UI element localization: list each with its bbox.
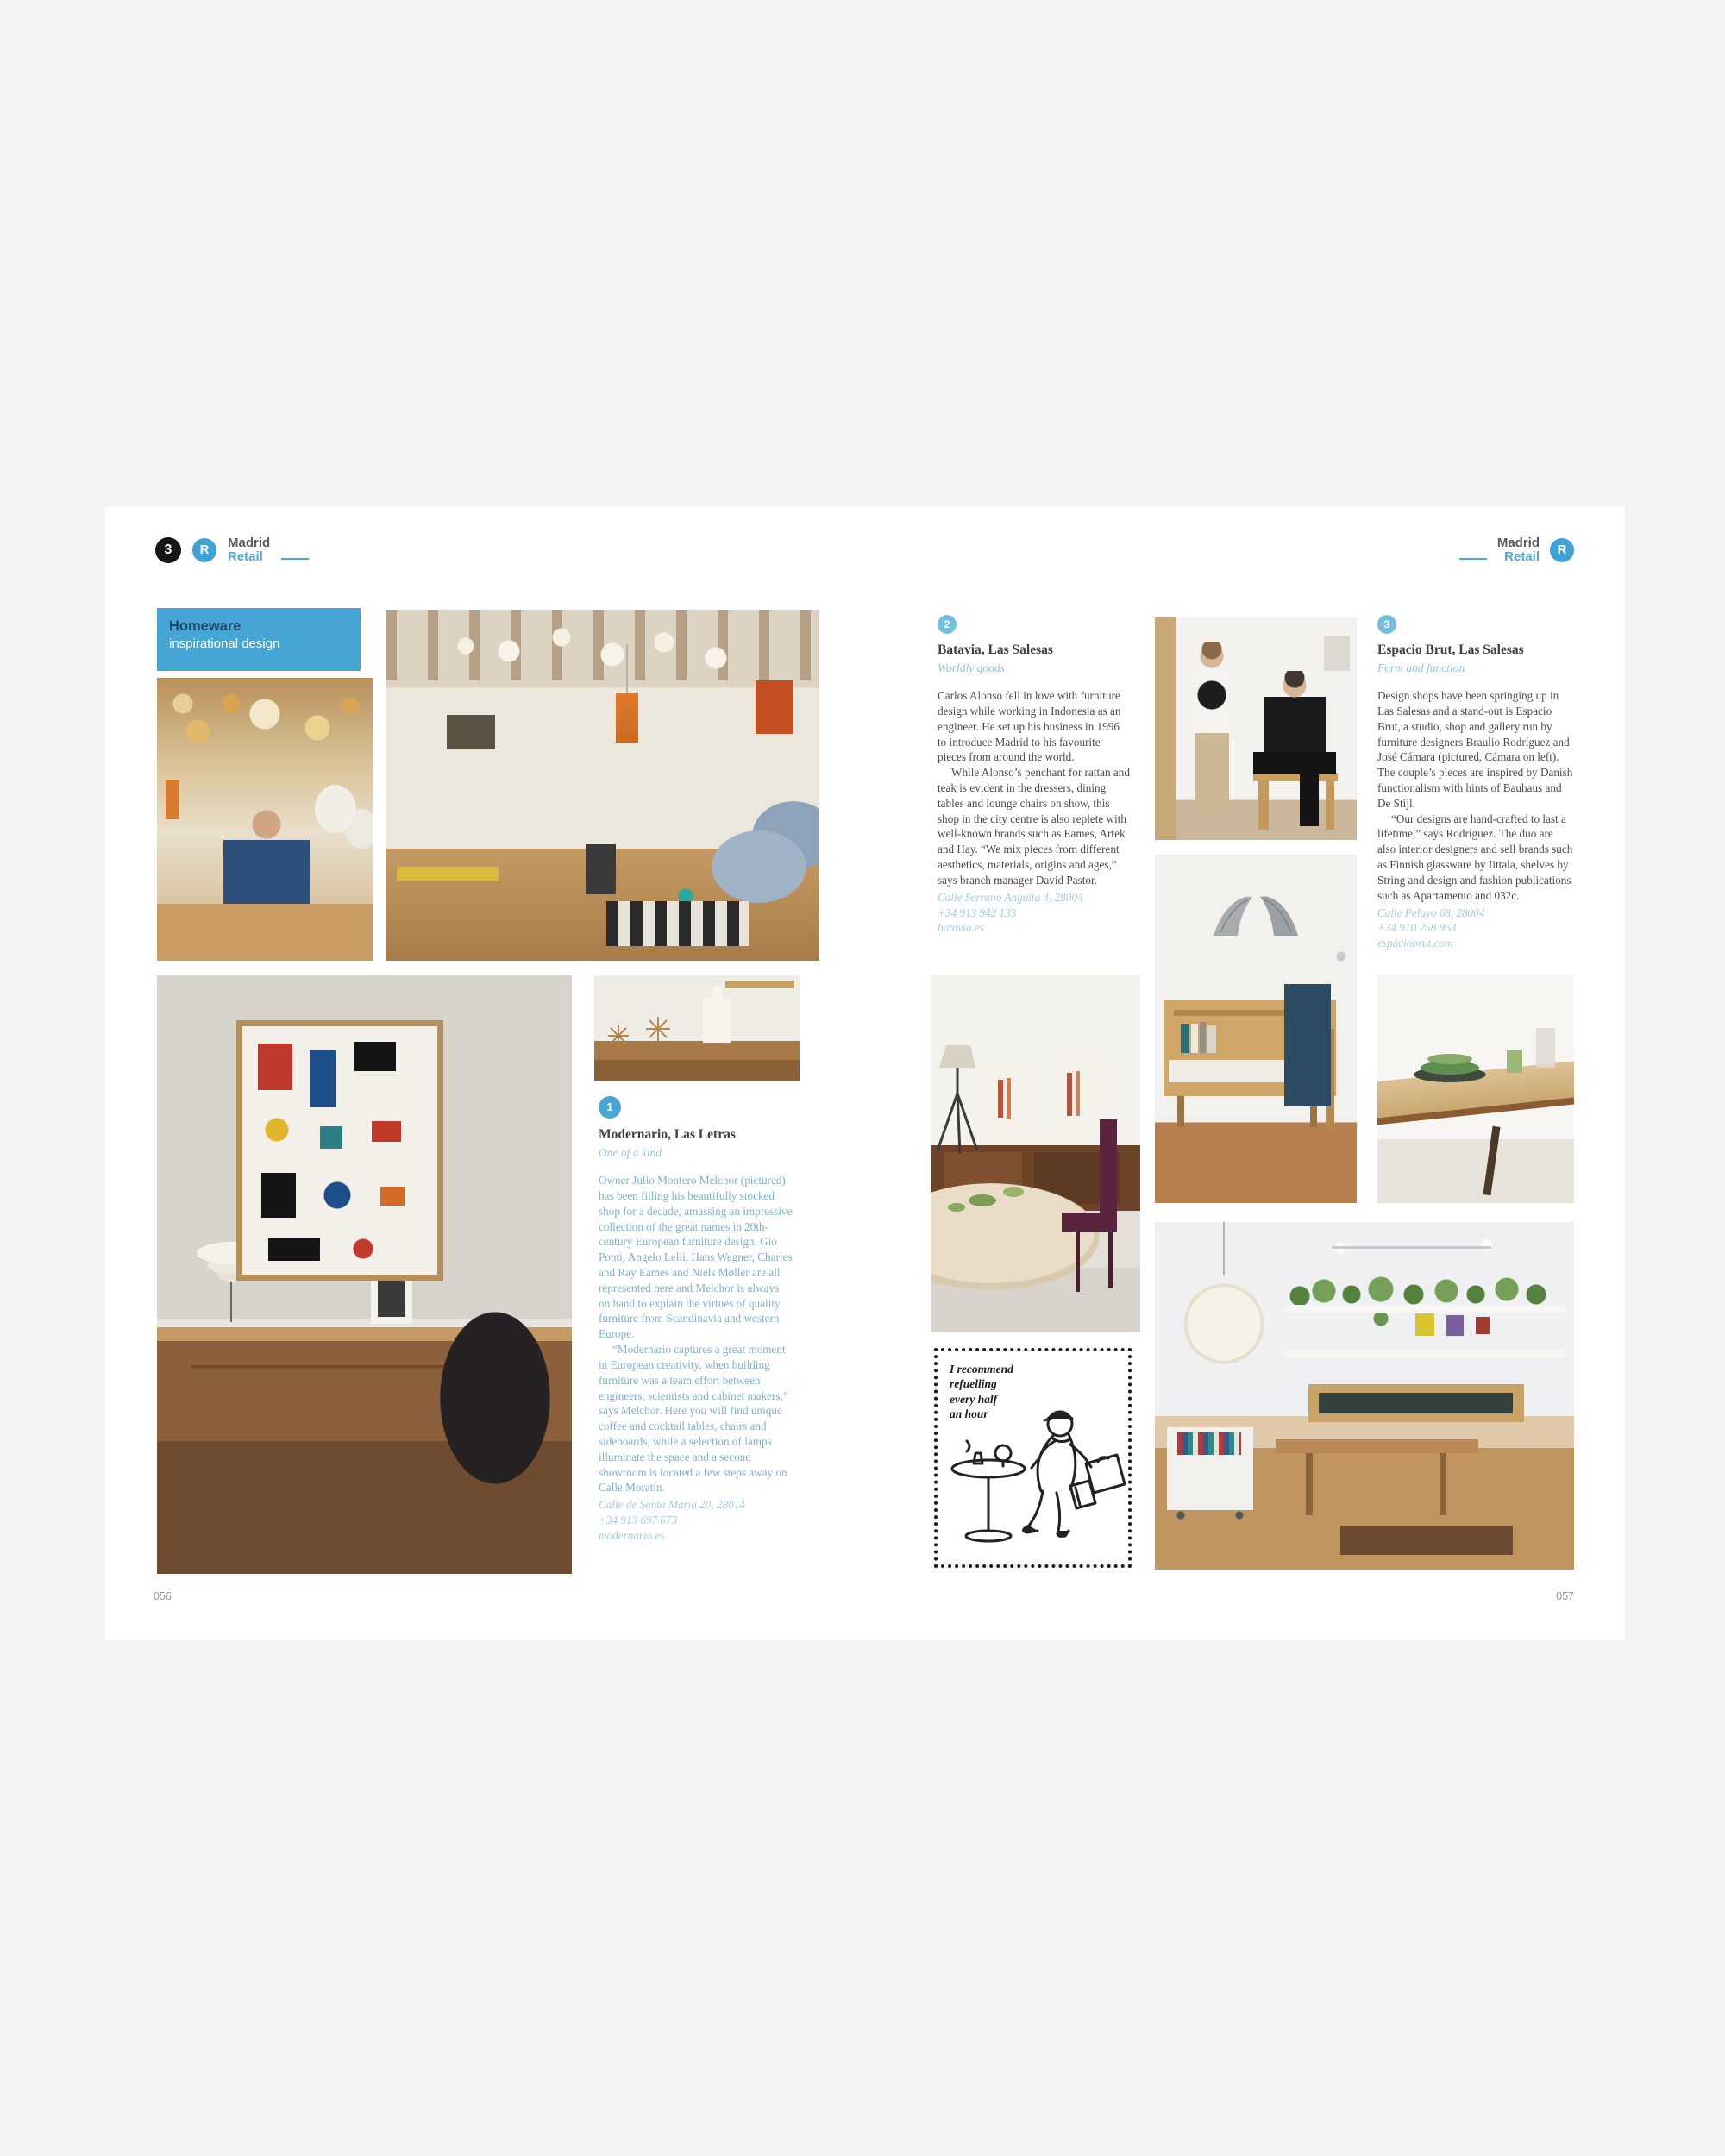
- header-rule: [1459, 558, 1487, 560]
- photo-showroom-interior: [1155, 1222, 1574, 1570]
- paragraph: While Alonso’s penchant for rattan and teak is evident in the dressers, dining tables and lounge chairs on show, this shop in the city centre is also replete with well-known brands such as Eames, Artek and Hay. “We mix pieces from different aesthetics, materials, origins and ages,” says branch manager David Pastor.: [938, 766, 1130, 887]
- section-number-icon: 3: [155, 537, 181, 563]
- designer-seated: [1245, 671, 1345, 831]
- paragraph: “Modernario captures a great moment in European creativity, when building furniture was a team effort between engineers, scientists and cabinet makers,” says Melchor. Here you will find unique coffee and cocktail tables, chairs and sideboards, while a selection of lamps illuminate the space and a second showroom is located a few steps away on Calle Moratín.: [599, 1343, 788, 1495]
- retail-badge-icon: R: [1550, 538, 1574, 562]
- cafe-patron-cartoon-icon: [941, 1384, 1126, 1561]
- article-title: Batavia, Las Salesas: [938, 642, 1053, 657]
- left-page-number: 056: [154, 1590, 172, 1602]
- tripod-lamp-icon: [931, 1044, 993, 1157]
- article-title: Modernario, Las Letras: [599, 1127, 736, 1142]
- category-box: [157, 608, 361, 671]
- starburst-ornament-icon: [601, 1010, 684, 1055]
- article-number-badge: 2: [938, 615, 957, 634]
- category-subtitle: inspirational design: [169, 636, 280, 651]
- article-number-badge: 1: [599, 1096, 621, 1119]
- photo-modernario-interior: [386, 610, 819, 961]
- article-contact: [938, 890, 1131, 936]
- address: Calle Serrano Anguita 4, 28004: [938, 890, 1083, 904]
- article-number-badge: 3: [1377, 615, 1396, 634]
- article-modernario: [599, 1096, 793, 1544]
- category-title: Homeware: [169, 618, 242, 634]
- photo-espacio-brut-designers: [1155, 617, 1357, 840]
- section-label: Retail: [228, 549, 263, 565]
- header-rule: [281, 558, 309, 560]
- wing-sculpture-icon: [1203, 889, 1308, 943]
- article-tagline: Worldly goods: [938, 661, 1005, 674]
- right-page-header: [1459, 536, 1574, 564]
- retail-badge-icon: R: [192, 538, 216, 562]
- poster-artwork: [236, 1020, 443, 1281]
- address: Calle de Santa María 20, 28014: [599, 1498, 745, 1512]
- paragraph: “Our designs are hand-crafted to last a lifetime,” says Rodríguez. The duo are also interior designers and sell brands such as Finnish glassware by Iittala, shelves by String and design and fashion publications such as Apartamento and 032c.: [1377, 812, 1573, 902]
- paragraph: Carlos Alonso fell in love with furniture design while working in Indonesia as an engineer. He set up his business in 1996 to introduce Madrid to his favourite pieces from around the world.: [938, 689, 1121, 764]
- photo-modernario-owner: [157, 678, 373, 961]
- article-body: [1377, 688, 1574, 903]
- tip-caption-line: I recommend: [950, 1363, 1013, 1376]
- tip-caption-line: every half: [950, 1392, 998, 1406]
- address: Calle Pelayo 68, 28004: [1377, 906, 1485, 919]
- photo-shelf-detail: [594, 975, 800, 1081]
- photo-espacio-brut-table-setting: [1377, 975, 1574, 1203]
- tip-cartoon-box: [934, 1348, 1132, 1568]
- city-section-label: [228, 536, 270, 564]
- website: batavia.es: [938, 921, 984, 935]
- article-contact: [599, 1497, 793, 1543]
- tableware-items: [1377, 975, 1574, 1203]
- right-page-number: 057: [1556, 1590, 1574, 1602]
- article-title: Espacio Brut, Las Salesas: [1377, 642, 1524, 657]
- city-label: Madrid: [228, 536, 271, 550]
- photo-modernario-desk-poster: [157, 975, 572, 1574]
- city-label: Madrid: [1496, 536, 1540, 550]
- paragraph: Design shops have been springing up in Las Salesas and a stand-out is Espacio Brut, a studio, shop and gallery run by furniture designers Braulio Rodríguez and José Cámara (pictured, Cámara on left). The couple’s pieces are inspired by Danish functionalism with hints of Bauhaus and De Stijl.: [1377, 689, 1573, 810]
- photo-wing-sculptures-cabinet: [1155, 855, 1357, 1203]
- photo-batavia-sideboard: [931, 975, 1140, 1332]
- article-tagline: One of a kind: [599, 1145, 662, 1159]
- article-espacio-brut: [1377, 615, 1574, 951]
- article-body: [599, 1173, 793, 1495]
- phone: +34 913 942 133: [938, 906, 1017, 919]
- phone: +34 913 697 673: [599, 1514, 678, 1527]
- magazine-spread: [105, 507, 1625, 1640]
- article-body: [938, 688, 1131, 888]
- paragraph: Owner Julio Montero Melchor (pictured) has been filling his beautifully stocked shop for a decade, amassing an impressive collection of the great names in 20th-century European furniture design. Gio Ponti, Angelo Lelli, Hans Wegner, Charles and Ray Eames and Niels Møller are all represented here and Melchor is always on hand to explain the virtues of quality furniture from Scandinavia and western Europe.: [599, 1174, 793, 1341]
- article-batavia: [938, 615, 1131, 936]
- phone: +34 910 258 963: [1377, 921, 1457, 935]
- designer-standing: [1184, 642, 1239, 823]
- website: espaciobrut.com: [1377, 937, 1453, 950]
- section-label: Retail: [1504, 549, 1540, 565]
- website: modernario.es: [599, 1528, 665, 1542]
- tip-caption-line: an hour: [950, 1407, 988, 1420]
- tip-caption-line: refuelling: [950, 1377, 997, 1391]
- city-section-label: [1497, 536, 1540, 564]
- article-tagline: Form and function: [1377, 661, 1465, 674]
- left-page-header: [155, 536, 309, 564]
- article-contact: [1377, 906, 1574, 951]
